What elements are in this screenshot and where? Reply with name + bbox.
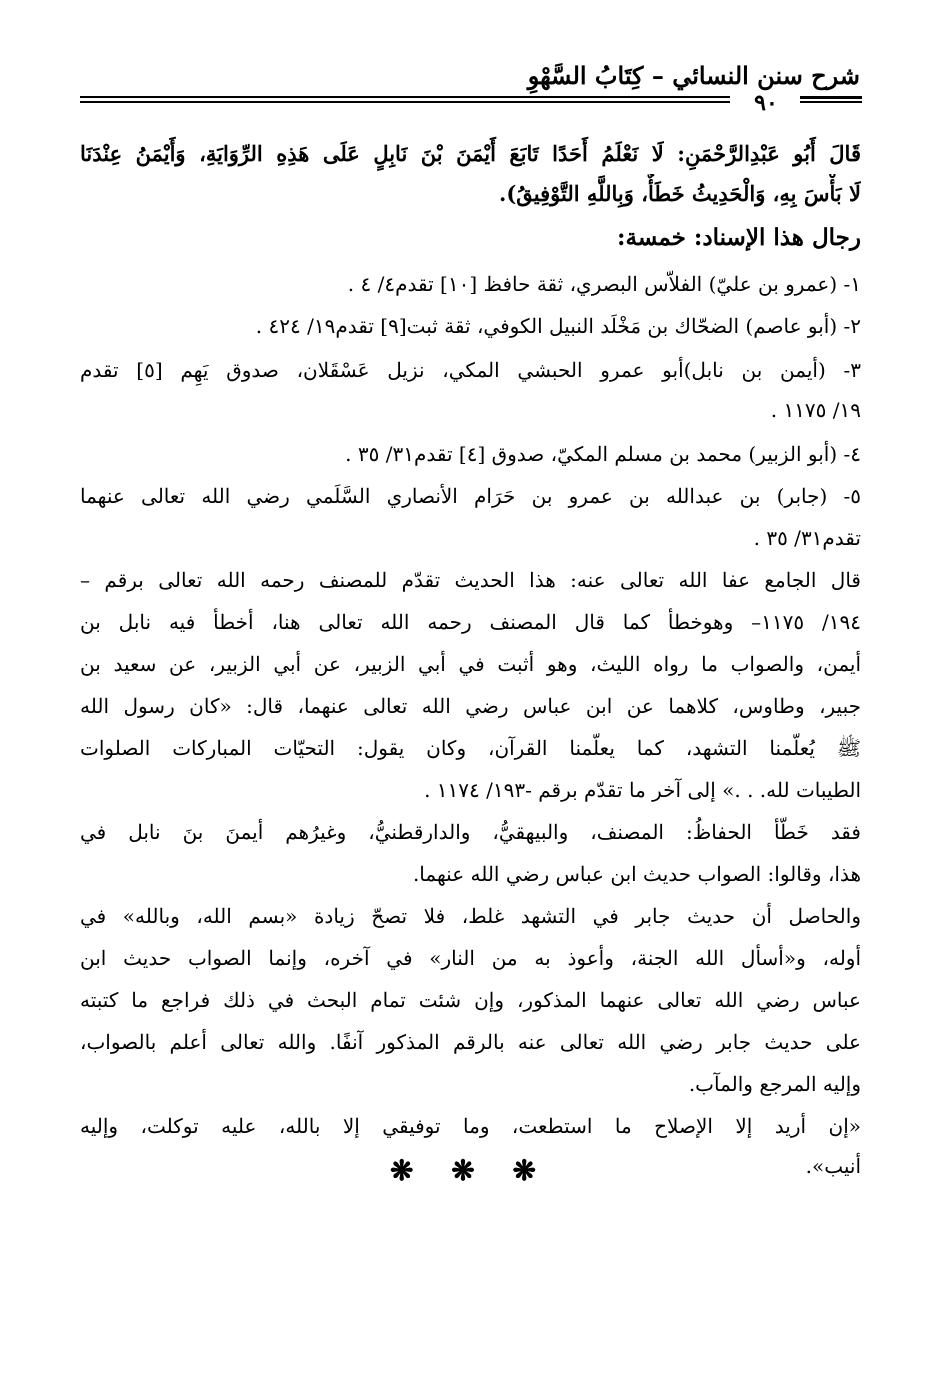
text-line: الطيبات لله. . .» إلى آخر ما تقدّم برقم -١٩٣/ ١١٧٤ .: [424, 778, 861, 802]
section-heading: رجال هذا الإسناد: خمسة:: [617, 224, 861, 251]
narrator-line: ٢- (أبو عاصم) الضحّاك بن مَخْلَد النبيل الكوفي، ثقة ثبت[٩] تقدم١٩/ ٤٢٤ .: [255, 314, 861, 338]
narrator-line: ١- (عمرو بن عليّ) الفلاّس البصري، ثقة حافظ [١٠] تقدم٤/ ٤ .: [347, 272, 861, 296]
page-number: ٩٠: [754, 90, 778, 116]
text-line: هذا، وقالوا: الصواب حديث ابن عباس رضي الله عنهما.: [412, 862, 861, 886]
text-line: أوله، و«أسأل الله الجنة، وأعوذ به من النار» في آخره، وإنما الصواب حديث ابن: [80, 946, 861, 970]
text-line: والحاصل أن حديث جابر في التشهد غلط، فلا تصحّ زيادة «بسم الله، وبالله» في: [80, 904, 861, 928]
text-line: قال الجامع عفا الله تعالى عنه: هذا الحديث تقدّم للمصنف رحمه الله تعالى برقم –: [80, 568, 861, 592]
text-line: «إن أريد إلا الإصلاح ما استطعت، وما توفيقي إلا بالله، عليه توكلت، وإليه: [80, 1114, 861, 1138]
text-line: لَا بَأْسَ بِهِ، وَالْحَدِيثُ خَطَأٌ، وَبِاللَّهِ التَّوْفِيقُ).: [499, 181, 861, 206]
text-line: ١٩٤/ ١١٧٥– وهوخطأ كما قال المصنف رحمه الله تعالى هنا، أخطأ فيه نابل بن: [80, 610, 861, 634]
narrator-line: ٥- (جابر) بن عبدالله بن عمرو بن حَرَام الأنصاري السَّلَمي رضي الله تعالى عنهما: [80, 484, 861, 508]
header-rule-left-lower: [800, 101, 862, 103]
text-line: أيمن، والصواب ما رواه الليث، وهو أثبت في أبي الزبير، عن أبي الزبير، عن سعيد بن: [80, 652, 861, 676]
text-line: وإليه المرجع والمآب.: [688, 1072, 861, 1096]
text-line: أنيب».: [805, 1154, 861, 1178]
text-line: فقد خَطّأ الحفاظُ: المصنف، والبيهقيُّ، والدارقطنيُّ، وغيرُهم أيمنَ بنَ نابل في: [80, 820, 861, 844]
text-line: ﷺ يُعلّمنا التشهد، كما يعلّمنا القرآن، وكان يقول: التحيّات المباركات الصلوات: [80, 736, 861, 760]
narrator-line: ٣- (أيمن بن نابل)أبو عمرو الحبشي المكي، نزيل عَسْقَلان، صدوق يَهِم [٥] تقدم: [80, 358, 861, 382]
narrator-line: ٤- (أبو الزبير) محمد بن مسلم المكيّ، صدوق [٤] تقدم٣١/ ٣٥ .: [345, 442, 861, 466]
header-rule-right: [80, 96, 730, 98]
header-rule-right-lower: [80, 101, 730, 103]
text-line: قَالَ أَبُو عَبْدِالرَّحْمَنِ: لَا نَعْلَمُ أَحَدًا تَابَعَ أَيْمَنَ بْنَ نَابِلٍ عَلَى هَذِهِ الرِّوَايَةِ، وَأَيْمَنُ عِنْدَنَا: [80, 141, 861, 166]
running-header-title: شرح سنن النسائي – كِتَابُ السَّهْوِ: [527, 61, 860, 90]
text-line: عباس رضي الله تعالى عنهما المذكور، وإن شئت تمام البحث في ذلك فراجع ما كتبته: [80, 988, 861, 1012]
narrator-line: تقدم٣١/ ٣٥ .: [753, 526, 861, 550]
narrator-line: ١٩/ ١١٧٥ .: [770, 398, 861, 422]
text-line: على حديث جابر رضي الله تعالى عنه بالرقم المذكور آنفًا. والله تعالى أعلم بالصواب،: [80, 1030, 861, 1054]
text-line: جبير، وطاوس، كلاهما عن ابن عباس رضي الله تعالى عنهما، قال: «كان رسول الله: [80, 694, 861, 718]
header-rule-left: [800, 96, 862, 99]
section-ornament: ❋ ❋ ❋: [390, 1154, 550, 1187]
